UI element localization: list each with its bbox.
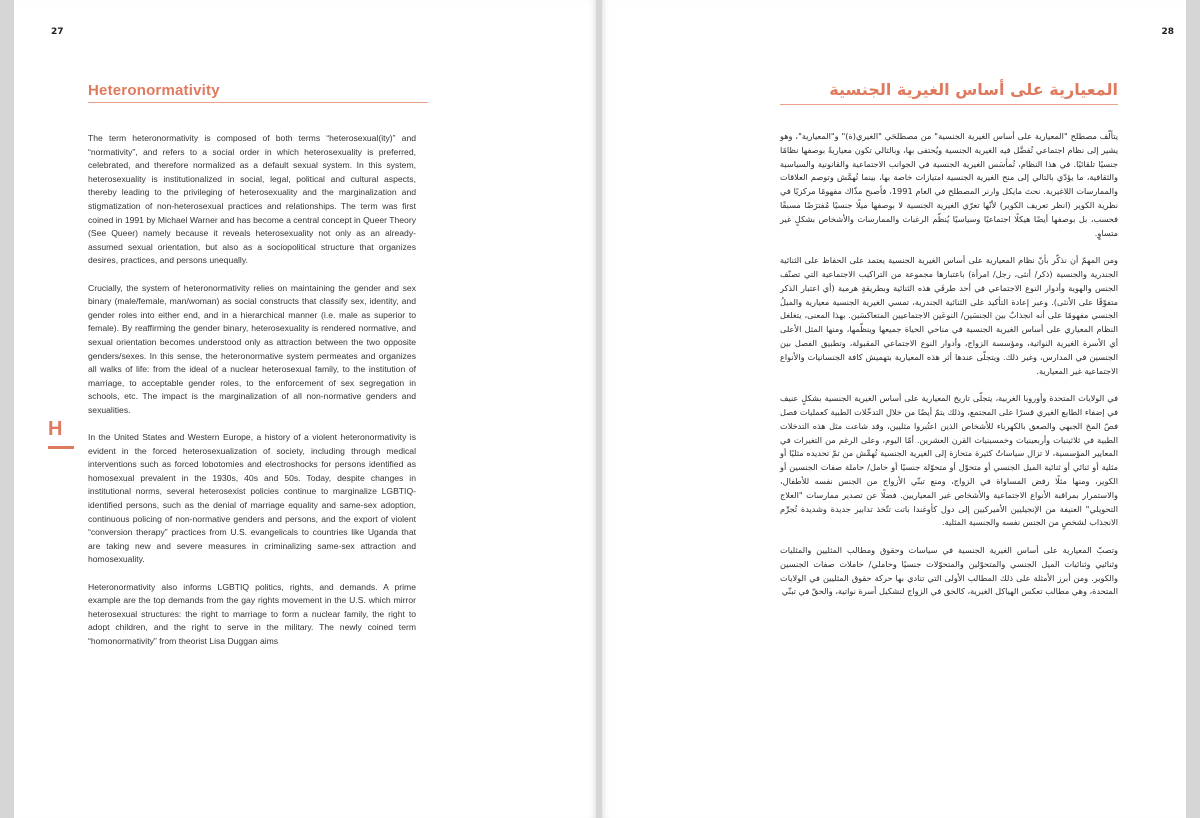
- arabic-paragraph-3: في الولايات المتحدة وأوروبا الغربية، يتجلّى تاريخ المعيارية على أساس الغيرية الجنسية بشكلٍ عنيف في إضفاء الطابع الغيري قسرًا على المجتمع، وذلك يتمّ أيضًا من خلال التدخّلات الطبية كعمليات فصل فصّ المخ الجبهي والصعق بالكهرباء للأشخاص الذين اعتُبروا مثليين، وقد شاعت مثل هذه التدخلات الطبية في ثلاثينيات وأربعينيات وخمسينيات القرن العشرين. أمّا اليوم، وعلى الرغم من التغيرات في المعايير المؤسسية، لا تزال سياساتٌ كثيرة متحازة إلى الغيرية الجنسية تُهمِّش من تمّ تحديده مثليًا أو مثلية أو ثنائي أو ثنائية الميل الجنسي أو متحوّل أو متحوّلة جنسيًا أو حامل/ حاملة صفات الجنسين أو الكوير، ومنها مثلًا رفض المساواة في الزواج، ومنع تبنّي الأزواج من الجنس نفسه للأطفال، والاستمرار بمراقبة الأنواع الاجتماعية والأشخاص غير المعياريين. فضلًا عن تصدير ممارسات "العلاج التحويلي" العنيفة من الإنجيليين الأميركيين إلى دول كأوغندا باتت تتّخذ تدابير جديدة وشديدة تُجرِّم الانجذاب لشخصٍ من الجنس نفسه والجنسية المثلية.: [780, 393, 1118, 528]
- arabic-paragraph-1: يتألّف مصطلح "المعيارية على أساس الغيرية الجنسية" من مصطلحَي "الغيري(ة)" و"المعيارية"، وهو يشير إلى نظام اجتماعي تُفضَّل فيه الغيرية الجنسية ويُحتفى بها، وبالتالي تكون معياريةً بوصفها نظامًا جنسيًا تلقائيًا. في هذا النظام، تُمأسَس الغيرية الجنسية في الجوانب الاجتماعية والقانونية والسياسية والثقافية، ما يؤدّي بالتالي إلى منح الغيرية الجنسية امتيازات خاصة بها، بينما تُهمَّش وتوصم العلاقات والممارسات اللاغيرية. نحتَ مايكل وارنر المصطلح في العام 1991، فأصبح مذّاك مفهومًا مركزيًا في نظرية الكوير (انظر تعريف الكوير) لأنّها تعرّي الغيرية الجنسية لا بوصفها ميلًا جنسيًا مُفترَضًا مسبقًا فحسب، بل بوصفها أيضًا هيكلًا اجتماعيًا وسياسيًا يُنظّم الرغبات والممارسات والأشخاص بشكلٍ غير متساوٍ.: [780, 131, 1118, 238]
- page-number-left: 27: [51, 27, 64, 37]
- section-letter-marker: H: [48, 418, 63, 440]
- english-paragraph-3: In the United States and Western Europe, a history of a violent heteronormativity is evident in the forced heterosexualization of society, including through medical interventions such as forced lobotomies and electroshocks for persons identified as homosexual prevalent in the 1930s, 40s and 50s. Today, despite changes in institutional norms, several heterosexist policies continue to marginalize LGBTIQ-identified persons, such as the denial of marriage equality and same-sex adoption, continuous policing of non-normative genders and persons, and the export of violent “conversion therapy” practices from U.S. evangelicals to countries like Uganda that are taking new and severe measures in criminalizing same-sex attraction and homosexuality.: [88, 432, 416, 565]
- left-page: [14, 0, 596, 818]
- right-page: [602, 0, 1186, 818]
- arabic-paragraph-4: وتصبّ المعيارية على أساس الغيرية الجنسية في سياسات وحقوق ومطالب المثليين والمثليات وثنائيي وثنائيات الميل الجنسي والمتحوّلين والمتحوّلات جنسيًا وحاملي/ حاملات صفات الجنسين والكوير. ومن أبرز الأمثلة على ذلك المطالب الأولى التي تنادي بها حركة حقوق المثليين في الولايات المتحدة، وهي مطالب تعكس الهياكل الغيرية، كالحق في الزواج لتشكيل أسرة نواتية، والحقّ في تبنّي: [780, 544, 1118, 597]
- section-letter-underline: [48, 446, 74, 449]
- page-number-right: 28: [1161, 27, 1174, 37]
- page-title-arabic: المعيارية على أساس الغيرية الجنسية: [829, 80, 1118, 99]
- arabic-body-text: [780, 130, 1118, 613]
- title-divider-left: [88, 102, 428, 103]
- english-paragraph-4: Heteronormativity also informs LGBTIQ politics, rights, and demands. A prime example are the top demands from the gay rights movement in the U.S. which mirror heterosexual structures: the right to marriage to form a nuclear family, the right to adopt children, and the right to serve in the military. The newly coined term “homonormativity” from theorist Lisa Duggan aims: [88, 581, 416, 646]
- english-body-text: [88, 132, 416, 662]
- title-divider-right: [780, 104, 1118, 105]
- english-paragraph-2: Crucially, the system of heteronormativity relies on maintaining the gender and sex binary (male/female, man/woman) as social constructs that classify sex, identity, and gender roles into either end, and in a hierarchical manner (i.e. male as superior to female). By reaffirming the gender binary, heterosexuality is rendered normative, and sexual orientation becomes understood only as attraction between the two opposite genders/sexes. In this sense, the heteronormative system permeates and organizes all walks of life: from the ideal of a nuclear heterosexual family, to the institution of marriage, to acceptable gender roles, to the enforcement of sex segregation in schools, etc. The impact is the marginalization of all non-normative genders and sexualities.: [88, 282, 416, 415]
- arabic-paragraph-2: ومن المهمّ أن نذكّر بأنّ نظام المعيارية على أساس الغيرية الجنسية يعتمد على الحفاظ على الثنائية الجندرية والجنسية (ذكر/ أنثى، رجل/ امرأة) باعتبارها مجموعة من التراكيب الاجتماعية التي تصنّف الجنس والهوية وأدوار النوع الاجتماعي في أحد طرفَي هذه الثنائية وبطريقةٍ هرمية (أي اعتبار الذكر متفوّقًا على الأنثى). وعبر إعادة التأكيد على الثنائية الجندرية، تمسي الغيرية الجنسية معيارية والميلُ الجنسي مفهومًا على أنه انجذابٌ بين الجنسَين/ النوعَين الاجتماعيين المتعاكسَين. بهذا المعنى، يتغلغل النظام المعياري على أساس الغيرية الجنسية في مناحي الحياة جميعها وينظّمها، ومنها المثل الأعلى أي الأسرة الغيرية النواتية، ومؤسسة الزواج، وأدوار النوع الاجتماعي المقبولة، وتطبيق الفصل بين الجنسين في المدارس، وغير ذلك. ويتجلّى عندها أثر هذه المعيارية بتهميش كافة الجنسانيات والأنواع الاجتماعية غير المعيارية.: [780, 255, 1118, 376]
- page-title-english: Heteronormativity: [88, 82, 220, 99]
- english-paragraph-1: The term heteronormativity is composed of both terms “heterosexual(ity)” and “normativity”, and refers to a social order in which heterosexuality is preferred, celebrated, and therefore normalized as a default sexual system. In this system, heterosexuality is institutionalized in social, legal, political and cultural aspects, thereby leading to the privileging of heterosexuality and the marginalization and stigmatization of non-heterosexual practices and relationships. The term was first coined in 1991 by Michael Warner and has become a central concept in Queer Theory (See Queer) namely because it reveals heterosexuality not only as an already-assumed sexual orientation, but also as a sociopolitical structure that organizes desires, practices, and persons unequally.: [88, 133, 416, 266]
